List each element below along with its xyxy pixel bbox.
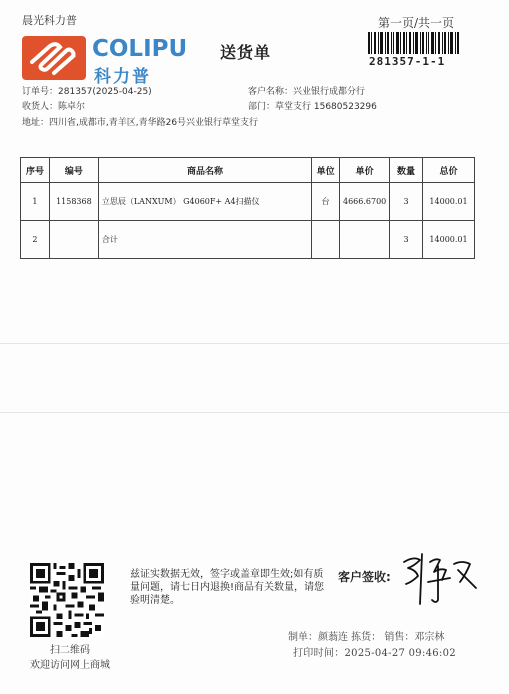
- brand-name-cn: 科力普: [94, 67, 151, 87]
- header-price: 单价: [340, 158, 390, 183]
- cell-unit: 台: [312, 183, 340, 221]
- items-table: [20, 157, 475, 259]
- document-title: 送货单: [220, 43, 272, 62]
- cell-seq: 2: [21, 221, 50, 259]
- cell-product-name: 立思辰（LANXUM） G4060F+ A4扫描仪: [98, 183, 311, 221]
- table-header-row: [21, 158, 475, 183]
- customer-name: [248, 84, 365, 97]
- barcode-icon: [368, 32, 460, 54]
- cell-total: 14000.01: [423, 221, 475, 259]
- qr-code-icon: [30, 563, 104, 637]
- staff-info: 制单：颜蓊连 拣货： 销售：邓宗林: [288, 632, 445, 643]
- qr-caption-line-2: 欢迎访问网上商城: [30, 660, 110, 671]
- table-row: [21, 221, 475, 259]
- print-time: 打印时间：2025-04-27 09:46:02: [293, 648, 456, 659]
- customer-name-value: 兴业银行成都分行: [293, 87, 366, 97]
- qr-caption: [27, 643, 113, 673]
- cell-price: 4666.6700: [340, 183, 390, 221]
- cell-code: [49, 221, 98, 259]
- colipu-logo: [22, 36, 192, 87]
- cell-qty: 3: [390, 221, 423, 259]
- department-label: 部门：: [248, 102, 276, 112]
- notice-text: 兹证实数据无效，签字或盖章即生效;如有质量问题，请七日内退换!商品有关数量，请您验明清楚。: [130, 569, 325, 606]
- qr-caption-line-1: 扫二维码: [50, 645, 90, 656]
- handwritten-signature: [400, 548, 480, 610]
- header-seq: 序号: [21, 158, 50, 183]
- header-unit: 单位: [312, 158, 340, 183]
- header-qty: 数量: [390, 158, 423, 183]
- customer-sign-label: 客户签收:: [338, 570, 391, 584]
- department: [248, 99, 377, 112]
- barcode-number: 281357-1-1: [369, 55, 446, 68]
- department-value: 草堂支行 15680523296: [275, 102, 377, 112]
- address-label: 地址：: [22, 118, 50, 128]
- cell-price: [340, 221, 390, 259]
- page-info: 第一页/共一页: [378, 16, 455, 30]
- table-row: [21, 183, 475, 221]
- customer-name-label: 客户名称：: [248, 87, 294, 97]
- cell-unit: [312, 221, 340, 259]
- address: [22, 115, 258, 128]
- cell-seq: 1: [21, 183, 50, 221]
- order-number: [22, 84, 152, 97]
- cell-product-name: 合计: [98, 221, 311, 259]
- scan-line: [0, 412, 509, 413]
- receiver: [22, 99, 85, 112]
- brand-name-en: COLIPU: [92, 36, 188, 62]
- logo-mark-icon: [22, 36, 86, 80]
- receiver-value: 陈卓尔: [58, 102, 86, 112]
- header-product-name: 商品名称: [98, 158, 311, 183]
- cell-total: 14000.01: [423, 183, 475, 221]
- company-name: 晨光科力普: [22, 14, 77, 27]
- cell-qty: 3: [390, 183, 423, 221]
- header-total: 总价: [423, 158, 475, 183]
- order-number-value: 281357(2025-04-25): [58, 87, 152, 97]
- cell-code: 1158368: [49, 183, 98, 221]
- header-code: 编号: [49, 158, 98, 183]
- address-value: 四川省,成都市,青羊区,青华路26号兴业银行草堂支行: [49, 118, 259, 128]
- order-number-label: 订单号：: [22, 87, 59, 97]
- scan-line: [0, 343, 509, 344]
- receiver-label: 收货人：: [22, 102, 59, 112]
